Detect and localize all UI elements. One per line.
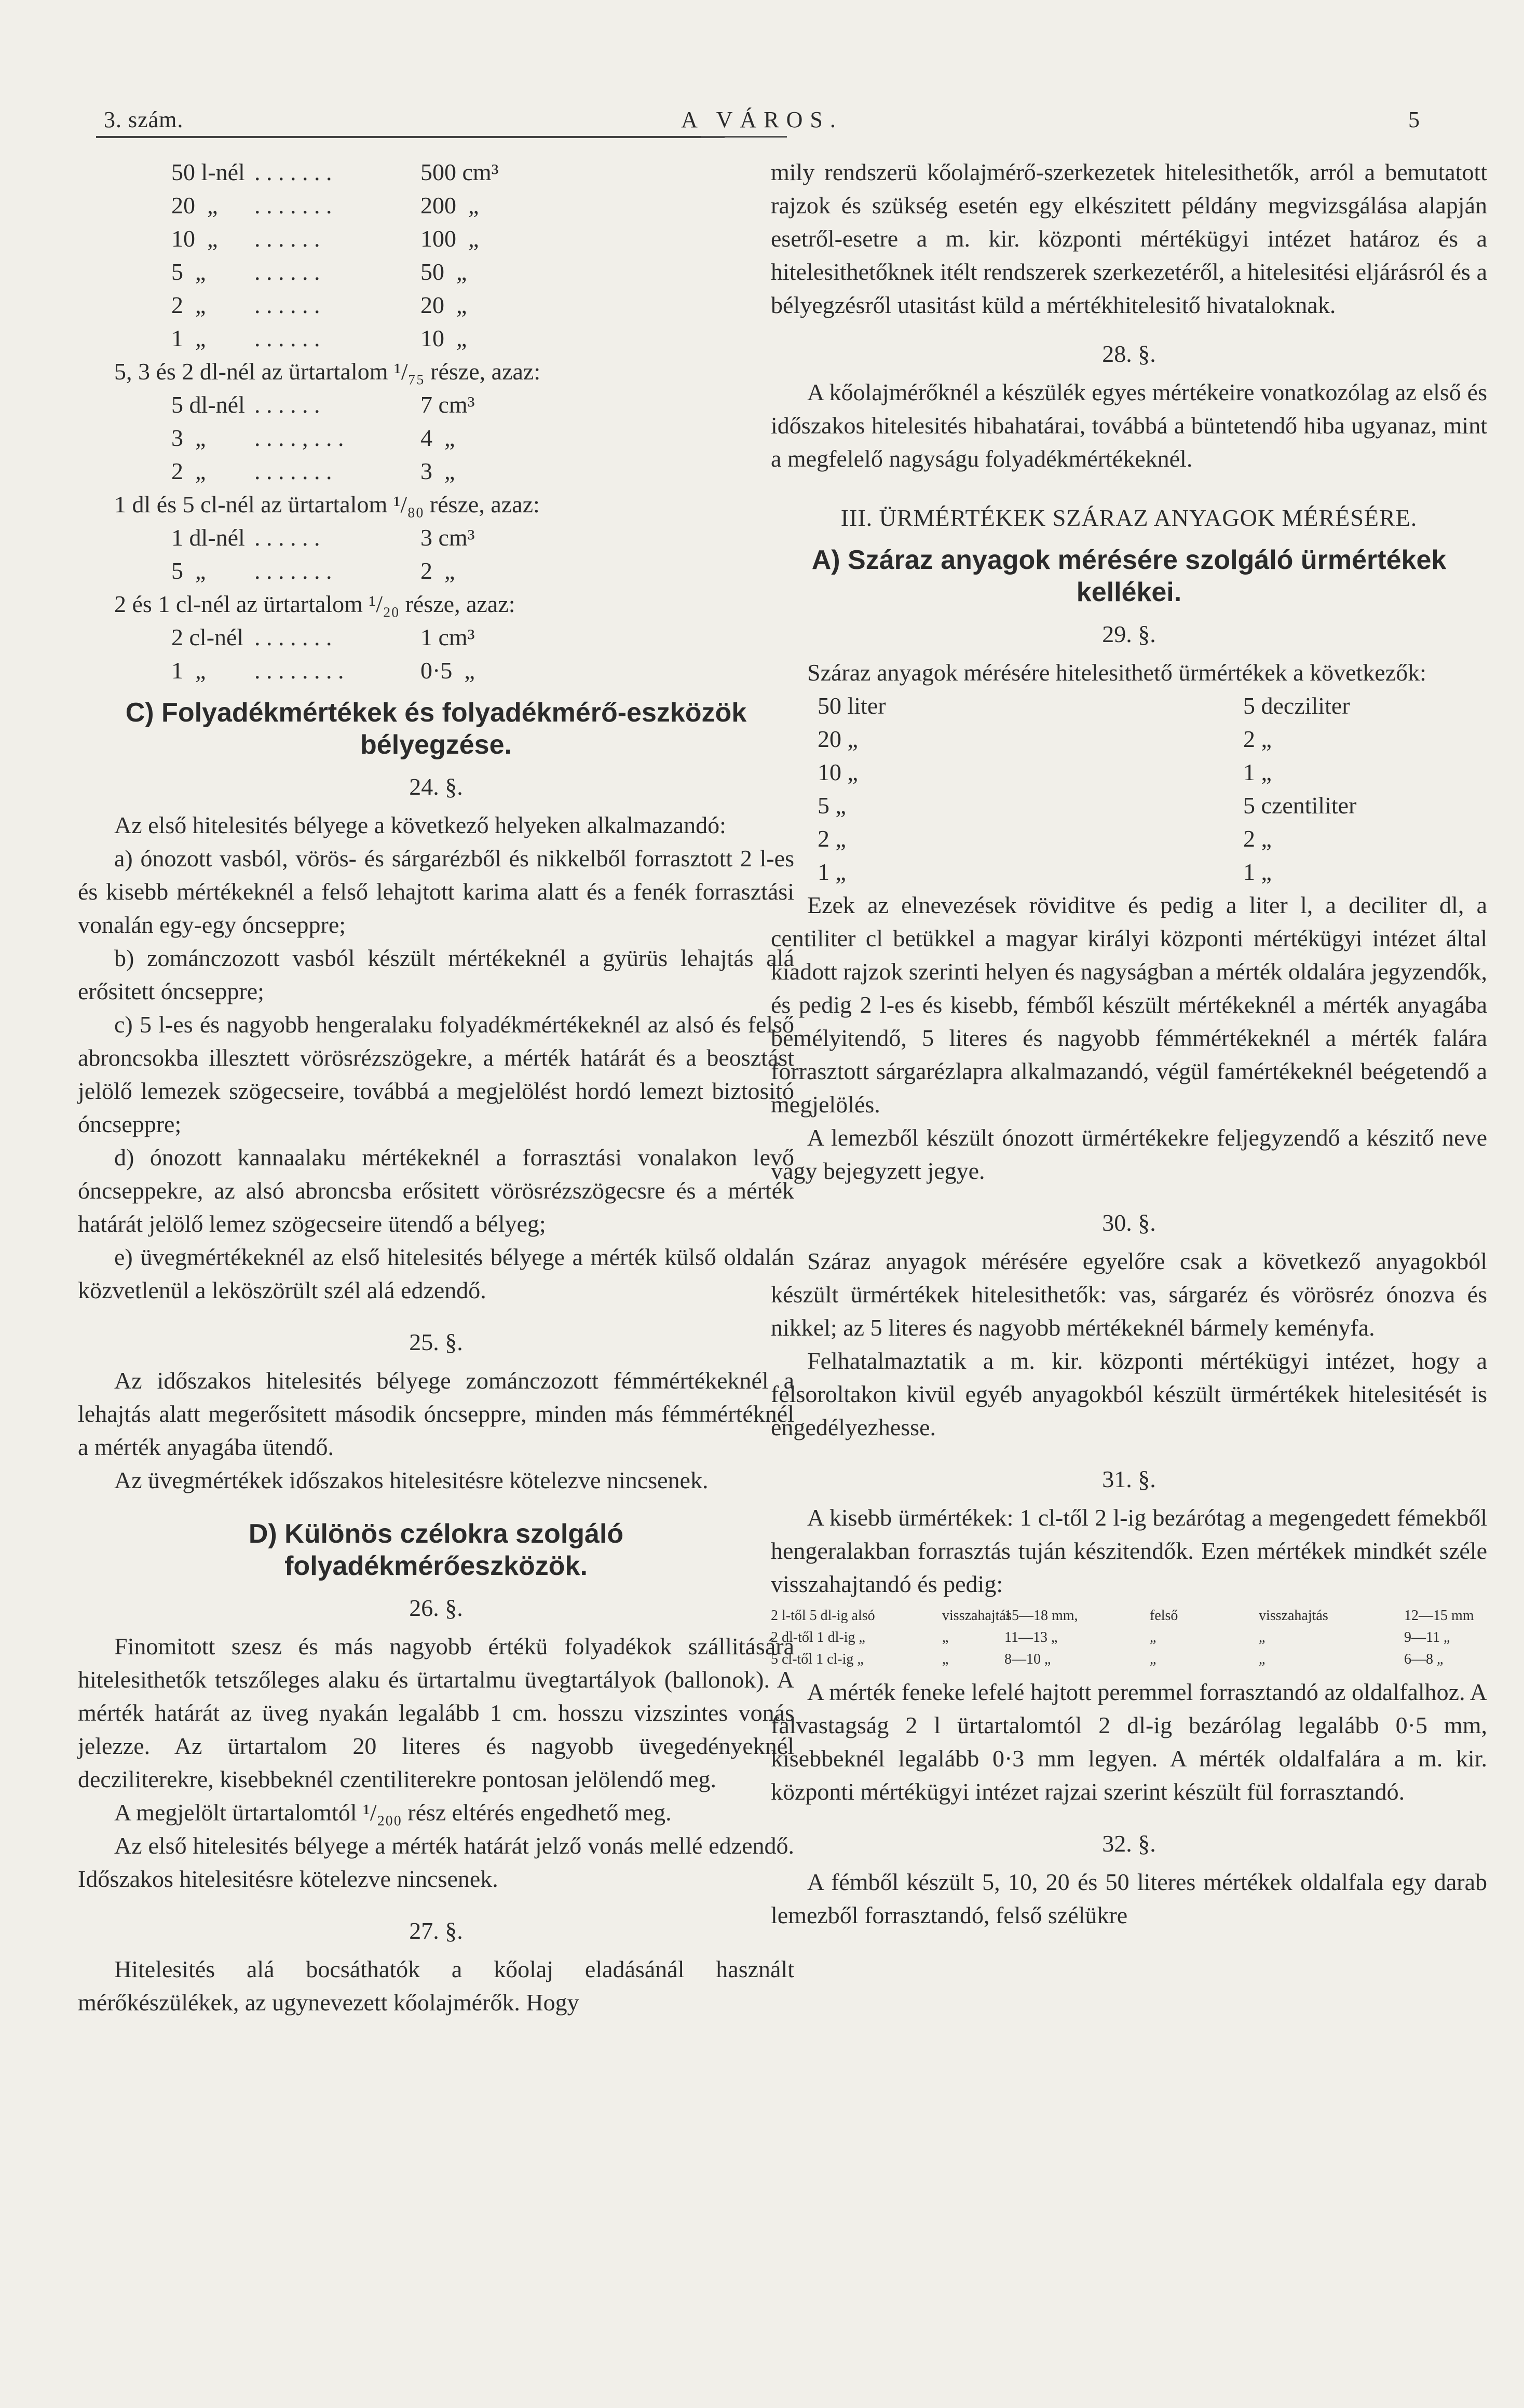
list-item xyxy=(818,723,1487,756)
vol-a-5: 1 „ xyxy=(171,325,206,351)
vol-b-0-dots: . . . . . . xyxy=(254,391,320,418)
p26-2: A megjelölt ürtartalomtól ¹/₂₀₀ rész eltérés engedhető meg. xyxy=(114,1799,672,1826)
header-rule-right xyxy=(701,136,787,138)
vol-a-3-dots: . . . . . . xyxy=(254,259,320,285)
vol-a-5-val: 10 „ xyxy=(420,325,467,351)
p24-intro: Az első hitelesités bélyege a következő helyeken alkalmazandó: xyxy=(114,812,726,838)
vol-b-0-val: 7 cm³ xyxy=(420,391,475,418)
list-left: 50 liter xyxy=(818,692,886,719)
vol-b-2: 2 „ xyxy=(171,458,206,484)
cell: felső xyxy=(1150,1608,1178,1624)
page-number: 5 xyxy=(1408,107,1420,132)
line-1-5: 1 dl és 5 cl-nél az ürtartalom ¹/₈₀ része, azaz: xyxy=(114,491,540,518)
volume-table-d xyxy=(171,621,794,687)
line-5-3-2: 5, 3 és 2 dl-nél az ürtartalom ¹/₇₅ része, azaz: xyxy=(114,358,541,385)
p24-a: a) ónozott vasból, vörös- és sárgarézből és nikkelből forrasztott 2 l-es és kisebb mértékeknél a felső lehajtott karima alatt és a fenék forrasztási vonalán egy-egy óncseppre; xyxy=(78,845,794,938)
right-column xyxy=(771,156,1487,1932)
dry-measures-list xyxy=(818,689,1487,889)
vol-d-0-dots: . . . . . . . xyxy=(254,624,332,650)
p26-1: Finomitott szesz és más nagyobb értékü folyadékok szállitására hitelesithetők tetszőleges alaku és ürtartalmu üvegtartályok (ballonok). A mérték határát az üveg nyakán legalább 1 cm. hosszu vizszintes vonás jelezze. Az ürtartalom 20 literes és nagyobb üvegedényeknél decziliterekre, kisebbeknél czentiliterekre pontosan jelölendő meg. xyxy=(78,1633,794,1792)
vol-b-1: 3 „ xyxy=(171,425,206,451)
chapter-heading-iii: III. ÜRMÉRTÉKEK SZÁRAZ ANYAGOK MÉRÉSÉRE. xyxy=(840,505,1418,531)
cell: 2 l-től 5 dl-ig alsó xyxy=(771,1608,875,1624)
left-column xyxy=(78,156,794,2019)
p25-1: Az időszakos hitelesités bélyege zománczozott fémmértékeknél a lehajtás alatt megerősitett második óncseppre, minden más fémmértéknél a mérték anyagába ütendő. xyxy=(78,1367,794,1460)
p25-2: Az üvegmértékek időszakos hitelesitésre kötelezve nincsenek. xyxy=(114,1467,709,1493)
p30-1: Száraz anyagok mérésére egyelőre csak a következő anyagokból készült ürmértékek hitelesithetők: vas, sárgaréz és vörösréz ónozva és nikkel; az 5 literes és nagyobb mértékeknél bármely keményfa. xyxy=(771,1248,1487,1341)
vol-a-3-val: 50 „ xyxy=(420,259,467,285)
cell: „ xyxy=(1259,1651,1266,1667)
section-heading-a: A) Száraz anyagok mérésére szolgáló ürmértékek kellékei. xyxy=(811,545,1447,607)
header-rule xyxy=(96,136,725,138)
vol-d-1-dots: . . . . . . . . xyxy=(254,657,344,684)
vol-b-0: 5 dl-nél xyxy=(171,391,245,418)
volume-table-a xyxy=(171,156,794,355)
vol-a-4-val: 20 „ xyxy=(420,292,467,318)
paragraph-32-title: 32. §. xyxy=(1102,1830,1156,1857)
cell: 5 cl-től 1 cl-ig „ xyxy=(771,1651,864,1667)
p29-1: Ezek az elnevezések röviditve és pedig a liter l, a deciliter dl, a centiliter cl betükkel a magyar királyi központi mértékügyi intézet által kiadott rajzok szerinti helyen és nagyságban a mérték oldalára jegyzendők, és pedig 2 l-es és kisebb, fémből készült mértékeknél a mérték anyagába bemélyitendő, 5 literes és nagyobb fémmértékeknél a mérték falára forrasztott sárgarézlapra alkalmazandó, végül famértékeknél beégetendő a megjelölés. xyxy=(771,892,1487,1118)
list-item xyxy=(818,822,1487,855)
vol-c-1-val: 2 „ xyxy=(420,557,455,584)
vol-a-5-dots: . . . . . . xyxy=(254,325,320,351)
line-2-1: 2 és 1 cl-nél az ürtartalom ¹/₂₀ része, azaz: xyxy=(114,591,515,617)
vol-b-2-dots: . . . . . . . xyxy=(254,458,332,484)
vol-a-2: 10 „ xyxy=(171,225,218,252)
vol-c-0-dots: . . . . . . xyxy=(254,524,320,551)
table-row xyxy=(771,1649,1487,1670)
cell: „ xyxy=(942,1651,949,1667)
cell: 15—18 mm, xyxy=(1004,1608,1078,1624)
p24-d: d) ónozott kannaalaku mértékeknél a forrasztási vonalakon levő óncseppekre, az alsó abroncsba erősitett vörösrézszögecsre és a mérték határát jelölő lemez szögecseire ütendő a bélyeg; xyxy=(78,1144,794,1237)
paragraph-25-title: 25. §. xyxy=(409,1329,463,1355)
list-left: 10 „ xyxy=(818,759,858,785)
p26-3: Az első hitelesités bélyege a mérték határát jelző vonás mellé edzendő. Időszakos hitelesitésre kötelezve nincsenek. xyxy=(78,1832,794,1892)
vol-a-0-dots: . . . . . . . xyxy=(254,159,332,185)
list-item xyxy=(818,689,1487,723)
vol-b-1-dots: . . . . , . . . xyxy=(254,425,344,451)
vol-a-4: 2 „ xyxy=(171,292,206,318)
paragraph-29-title: 29. §. xyxy=(1102,621,1156,647)
p24-c: c) 5 l-es és nagyobb hengeralaku folyadékmértékeknél az alsó és felső abroncsokba illesztett vörösrézszögekre, a mérték határát és a beosztást jelölő lemezek szögecseire, továbbá a megjelölést hordó lemezt biztositó óncseppre; xyxy=(78,1011,794,1137)
vol-d-1-val: 0·5 „ xyxy=(420,657,475,684)
p24-e: e) üvegmértékeknél az első hitelesités bélyege a mérték külső oldalán közvetlenül a leköszörült szél alá edzendő. xyxy=(78,1244,794,1303)
vol-c-1: 5 „ xyxy=(171,557,206,584)
volume-table-b xyxy=(171,388,794,488)
vol-c-1-dots: . . . . . . . xyxy=(254,557,332,584)
paragraph-28-title: 28. §. xyxy=(1102,341,1156,367)
cell: „ xyxy=(942,1629,949,1645)
vol-c-0: 1 dl-nél xyxy=(171,524,245,551)
paragraph-24-title: 24. §. xyxy=(409,773,463,800)
cell: 6—8 „ xyxy=(1404,1651,1444,1667)
cell: „ xyxy=(1150,1651,1156,1667)
paragraph-30-title: 30. §. xyxy=(1102,1209,1156,1236)
paragraph-31-title: 31. §. xyxy=(1102,1466,1156,1492)
list-right: 2 „ xyxy=(1243,825,1272,852)
list-left: 5 „ xyxy=(818,792,846,819)
list-left: 2 „ xyxy=(818,825,846,852)
table-row xyxy=(771,1627,1487,1649)
cell: 11—13 „ xyxy=(1004,1629,1058,1645)
section-heading-c: C) Folyadékmértékek és folyadékmérő-eszközök bélyegzése. xyxy=(125,698,747,760)
list-left: 20 „ xyxy=(818,726,858,752)
p32: A fémből készült 5, 10, 20 és 50 literes mértékek oldalfala egy darab lemezből forrasztandó, felső szélükre xyxy=(771,1869,1487,1928)
p27-cont: mily rendszerü kőolajmérő-szerkezetek hitelesithetők, arról a bemutatott rajzok és szükség esetén egy elkészitett példány megvizsgálása alapján esetről-esetre a m. kir. központi mértékügyi intézet határoz és a hitelesithetőknek itélt rendszerek szerkezetéről, a hitelesitési eljárásról és a bélyegzésről utasitást küld a mértékhitelesitő hivataloknak. xyxy=(771,159,1487,318)
p31-1: A kisebb ürmértékek: 1 cl-től 2 l-ig bezárótag a megengedett fémekből hengeralakban forrasztás tuján készitendők. Ezen mértékek mindkét széle visszahajtandó és pedig: xyxy=(771,1504,1487,1597)
fold-table xyxy=(771,1605,1487,1670)
list-item xyxy=(818,756,1487,789)
p30-2: Felhatalmaztatik a m. kir. központi mértékügyi intézet, hogy a felsoroltakon kivül egyéb anyagokból készült ürmértékek hitelesitését is engedélyezhesse. xyxy=(771,1348,1487,1440)
volume-table-c xyxy=(171,521,794,588)
issue-number: 3. szám. xyxy=(104,107,184,132)
p29-2: A lemezből készült ónozott ürmértékekre feljegyzendő a készitő neve vagy bejegyzett jegye. xyxy=(771,1124,1487,1184)
list-right: 2 „ xyxy=(1243,726,1272,752)
paragraph-27-title: 27. §. xyxy=(409,1917,463,1944)
p29-intro: Száraz anyagok mérésére hitelesithető ürmértékek a következők: xyxy=(807,659,1426,686)
vol-d-1: 1 „ xyxy=(171,657,206,684)
table-row xyxy=(771,1605,1487,1627)
vol-c-0-val: 3 cm³ xyxy=(420,524,475,551)
vol-a-2-dots: . . . . . . xyxy=(254,225,320,252)
list-right: 5 czentiliter xyxy=(1243,792,1357,819)
p24-b: b) zománczozott vasból készült mértékeknél a gyürüs lehajtás alá erősitett óncseppre; xyxy=(78,945,794,1004)
paragraph-26-title: 26. §. xyxy=(409,1595,463,1621)
vol-a-0-val: 500 cm³ xyxy=(420,159,499,185)
vol-b-2-val: 3 „ xyxy=(420,458,455,484)
p27-1: Hitelesités alá bocsáthatók a kőolaj eladásánál használt mérőkészülékek, az ugynevezett kőolajmérők. Hogy xyxy=(78,1956,794,2016)
list-item xyxy=(818,789,1487,822)
cell: „ xyxy=(1259,1629,1266,1645)
cell: 2 dl-től 1 dl-ig „ xyxy=(771,1629,865,1645)
list-right: 1 „ xyxy=(1243,759,1272,785)
vol-a-1-dots: . . . . . . . xyxy=(254,192,332,219)
list-right: 1 „ xyxy=(1243,859,1272,885)
cell: 9—11 „ xyxy=(1404,1629,1450,1645)
list-item xyxy=(818,855,1487,889)
vol-b-1-val: 4 „ xyxy=(420,425,455,451)
vol-a-4-dots: . . . . . . xyxy=(254,292,320,318)
p28: A kőolajmérőknél a készülék egyes mértékeire vonatkozólag az első és időszakos hitelesités hibahatárai, továbbá a büntetendő hiba ugyanaz, mint a megfelelő nagyságu folyadékmértékeknél. xyxy=(771,379,1487,472)
cell: visszahajtás xyxy=(942,1608,1012,1624)
page-header xyxy=(96,106,1428,138)
vol-a-0: 50 l-nél xyxy=(171,159,245,185)
vol-a-1-val: 200 „ xyxy=(420,192,479,219)
vol-d-0: 2 cl-nél xyxy=(171,624,244,650)
section-heading-d: D) Különös czélokra szolgáló folyadékmérőeszközök. xyxy=(248,1519,624,1581)
cell: „ xyxy=(1150,1629,1156,1645)
vol-d-0-val: 1 cm³ xyxy=(420,624,475,650)
cell: visszahajtás xyxy=(1259,1608,1328,1624)
cell: 12—15 mm xyxy=(1404,1608,1474,1624)
list-right: 5 decziliter xyxy=(1243,692,1350,719)
cell: 8—10 „ xyxy=(1004,1651,1051,1667)
journal-title: A VÁROS. xyxy=(681,107,843,132)
p31-2: A mérték feneke lefelé hajtott peremmel forrasztandó az oldalfalhoz. A falvastagság 2 l ürtartalomtól 2 dl-ig bezárólag legalább 0·5 mm, kisebbeknél legalább 0·3 mm legyen. A mérték oldalfalára a m. kir. központi mértékügyi intézet rajzai szerint készült fül forrasztandó. xyxy=(771,1679,1487,1805)
vol-a-1: 20 „ xyxy=(171,192,218,219)
list-left: 1 „ xyxy=(818,859,846,885)
vol-a-3: 5 „ xyxy=(171,259,206,285)
vol-a-2-val: 100 „ xyxy=(420,225,479,252)
